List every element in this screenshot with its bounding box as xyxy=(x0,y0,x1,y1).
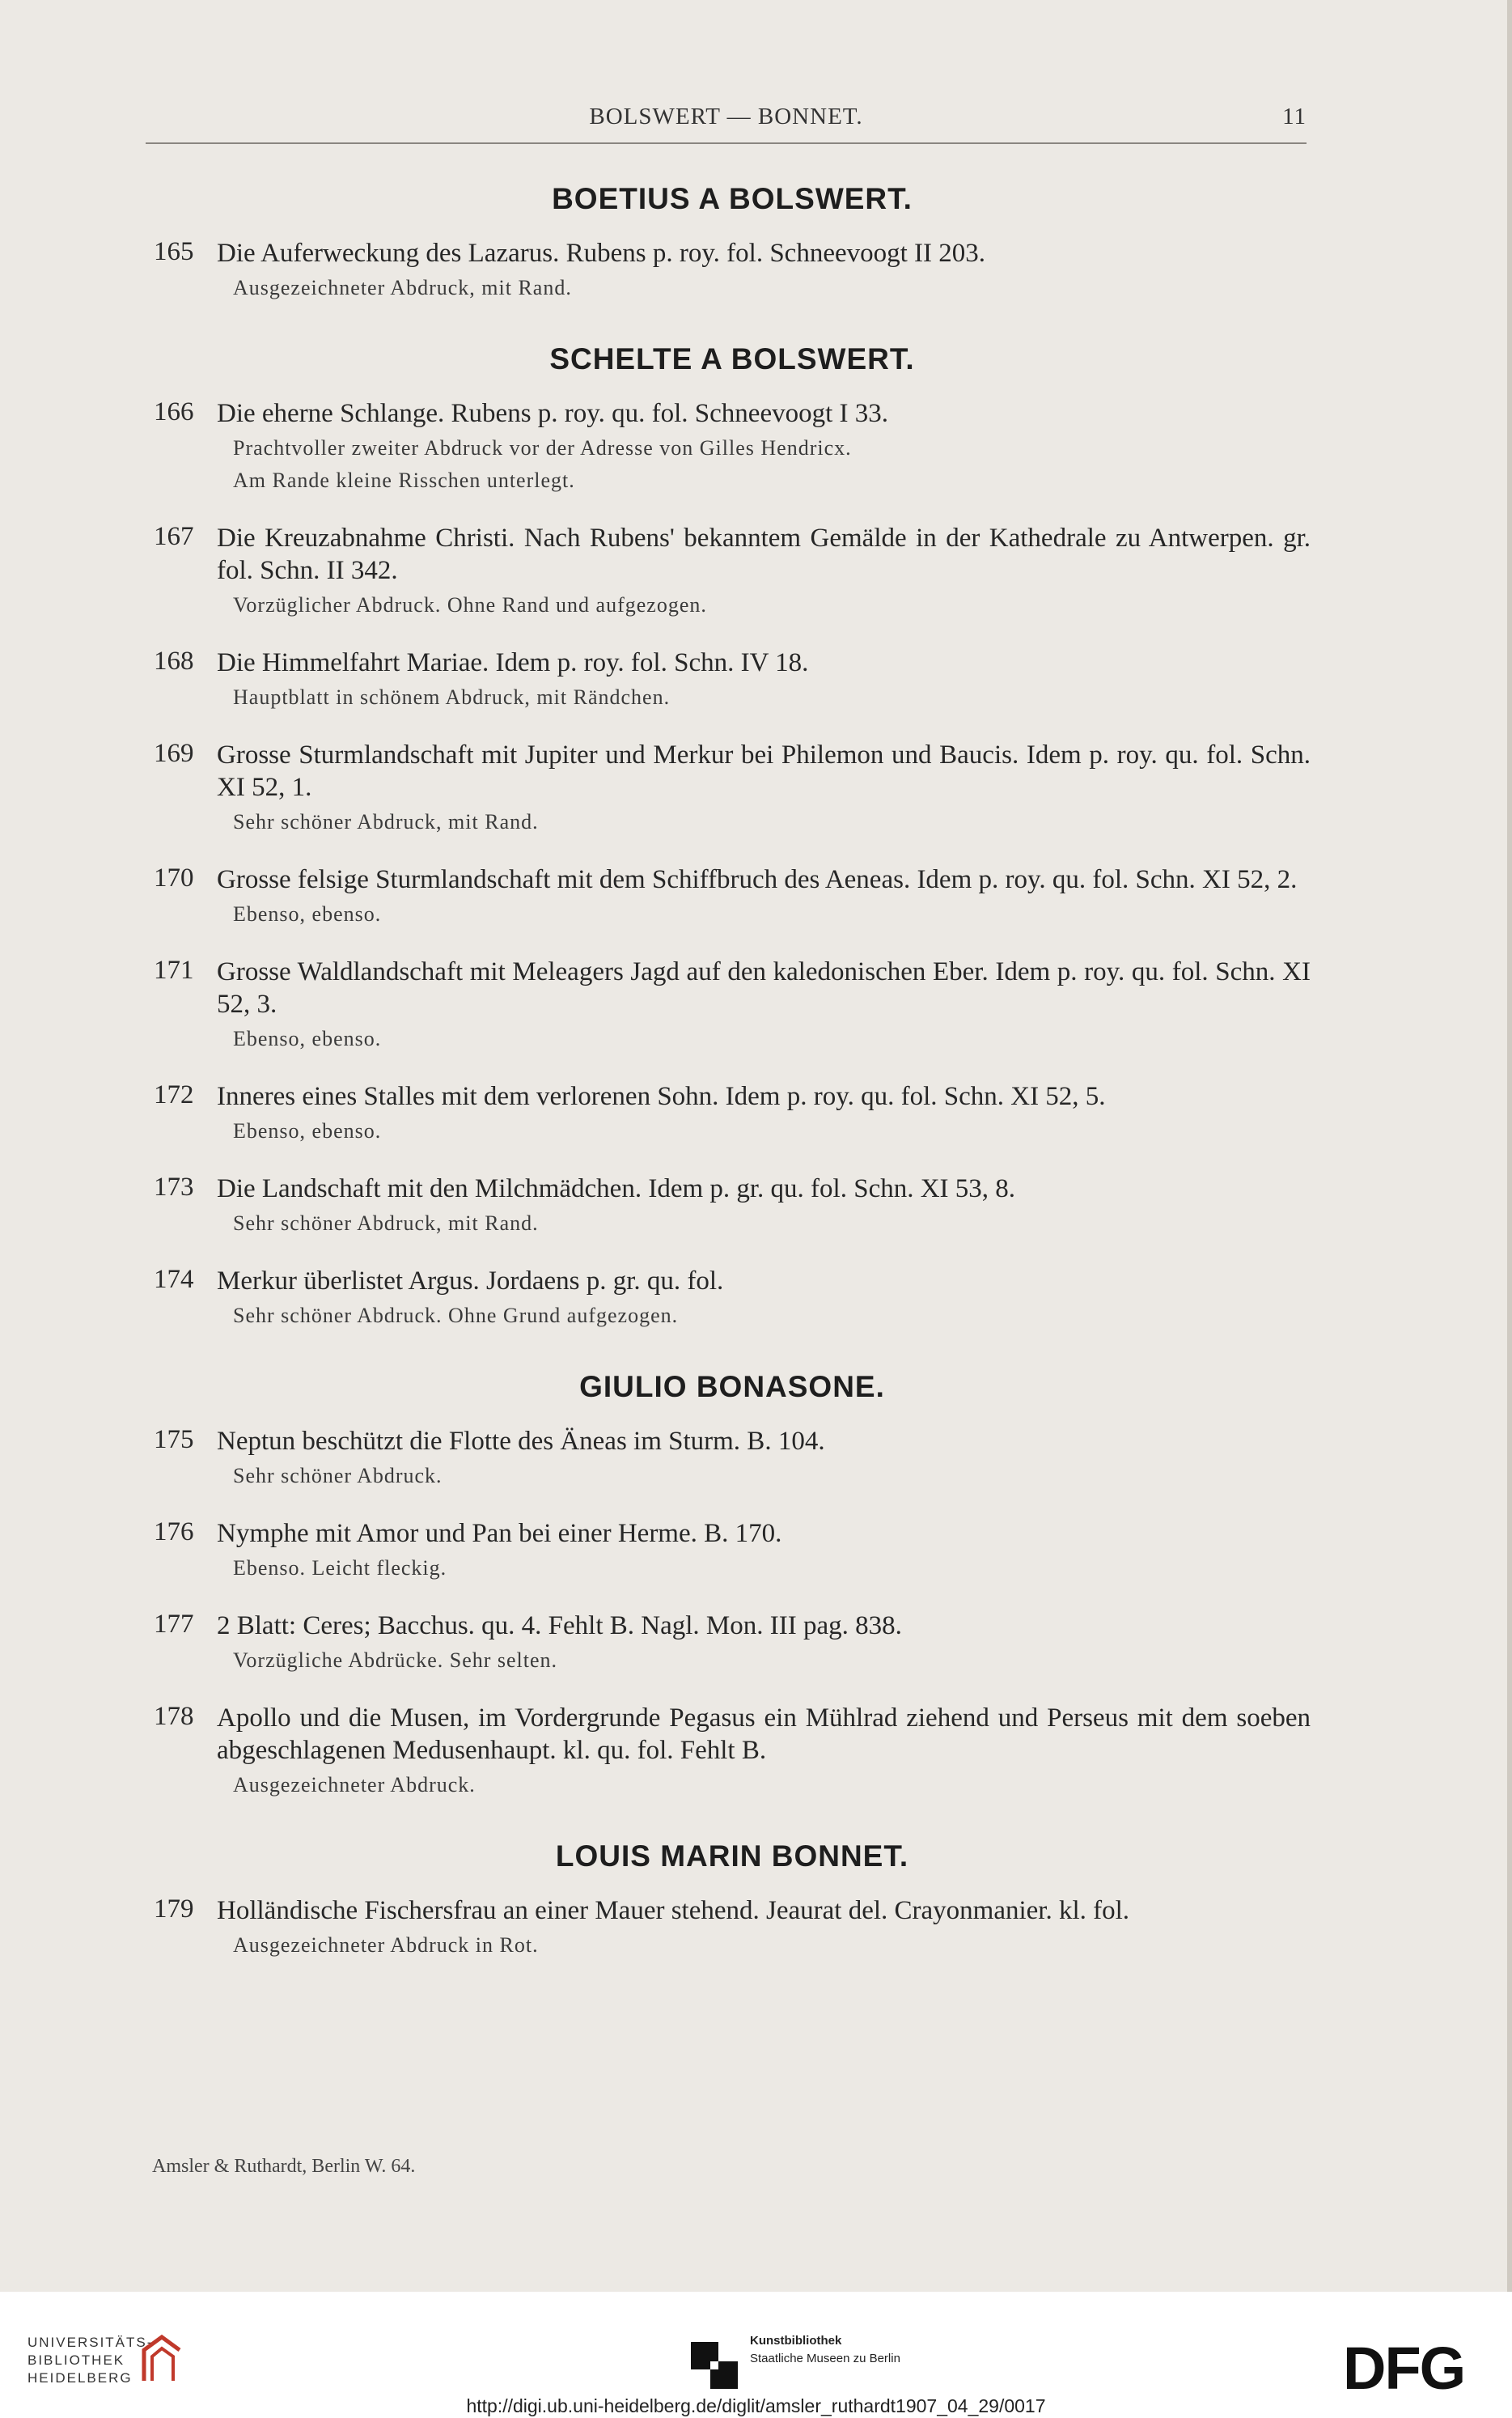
entry-condition-note: Sehr schöner Abdruck. Ohne Grund aufgezogen. xyxy=(233,1304,679,1327)
entry-condition-note: Sehr schöner Abdruck, mit Rand. xyxy=(233,1211,539,1235)
entry-description: Die Kreuzabnahme Christi. Nach Rubens' bekanntem Gemälde in der Kathedrale zu Antwerpen. gr. fol. Schn. II 342. xyxy=(217,524,1311,585)
catalogue-entry xyxy=(154,1894,1311,1959)
entry-description: Die Auferweckung des Lazarus. Rubens p. roy. fol. Schneevoogt II 203. xyxy=(217,239,986,268)
running-head xyxy=(146,104,1307,136)
university-logo-icon xyxy=(138,2332,186,2386)
entry-number: 166 xyxy=(154,397,194,426)
catalogue-entry xyxy=(154,1265,1311,1330)
header-rule xyxy=(146,142,1307,144)
entry-description: Apollo und die Musen, im Vordergrunde Pegasus ein Mühlrad ziehend und Perseus mit dem soeben abgeschlagenen Medusenhaupt. kl. qu. fol. Fehlt B. xyxy=(217,1703,1311,1765)
kunstbibliothek-logo-icon xyxy=(691,2342,738,2389)
entry-description: Grosse Sturmlandschaft mit Jupiter und Merkur bei Philemon und Baucis. Idem p. roy. qu. fol. Schn. XI 52, 1. xyxy=(217,740,1311,802)
section-title: SCHELTE A BOLSWERT. xyxy=(549,342,915,375)
entry-condition-note: Prachtvoller zweiter Abdruck vor der Adresse von Gilles Hendricx. xyxy=(233,436,852,460)
entry-condition-note: Ausgezeichneter Abdruck, mit Rand. xyxy=(233,276,572,299)
source-url[interactable]: http://digi.ub.uni-heidelberg.de/diglit/amsler_ruthardt1907_04_29/0017 xyxy=(466,2395,1046,2416)
entry-condition-note: Sehr schöner Abdruck. xyxy=(233,1464,443,1487)
section-title: BOETIUS A BOLSWERT. xyxy=(552,182,913,215)
entry-description: Grosse Waldlandschaft mit Meleagers Jagd auf den kaledonischen Eber. Idem p. roy. qu. fol. Schn. XI 52, 3. xyxy=(217,957,1311,1019)
entry-number: 177 xyxy=(154,1610,194,1639)
entry-description: Neptun beschützt die Flotte des Äneas im Sturm. B. 104. xyxy=(217,1427,825,1456)
entry-description: Grosse felsige Sturmlandschaft mit dem Schiffbruch des Aeneas. Idem p. roy. qu. fol. Schn. XI 52, 2. xyxy=(217,865,1298,894)
page-number: 11 xyxy=(1282,104,1307,129)
catalogue-entry xyxy=(154,956,1311,1053)
entry-condition-note: Vorzügliche Abdrücke. Sehr selten. xyxy=(233,1648,558,1672)
catalogue-entry xyxy=(154,739,1311,836)
catalogue-section xyxy=(154,1370,1311,1799)
running-head-title: BOLSWERT — BONNET. xyxy=(589,104,863,129)
section-title: LOUIS MARIN BONNET. xyxy=(555,1839,909,1873)
catalogue-section xyxy=(154,182,1311,302)
entry-number: 169 xyxy=(154,739,194,768)
entry-number: 170 xyxy=(154,863,194,893)
entry-description: Die eherne Schlange. Rubens p. roy. qu. fol. Schneevoogt I 33. xyxy=(217,399,888,428)
entry-description: Die Landschaft mit den Milchmädchen. Idem p. gr. qu. fol. Schn. XI 53, 8. xyxy=(217,1174,1016,1203)
entry-description: 2 Blatt: Ceres; Bacchus. qu. 4. Fehlt B. Nagl. Mon. III pag. 838. xyxy=(217,1611,902,1640)
entry-number: 173 xyxy=(154,1173,194,1202)
entry-condition-note: Ebenso. Leicht fleckig. xyxy=(233,1556,447,1580)
catalogue-entry xyxy=(154,1425,1311,1490)
catalogue-entry xyxy=(154,647,1311,711)
university-library-name: UNIVERSITÄTS- BIBLIOTHEK HEIDELBERG xyxy=(28,2335,154,2386)
entry-number: 171 xyxy=(154,956,194,985)
catalogue-entry xyxy=(154,1702,1311,1799)
entry-condition-note: Sehr schöner Abdruck, mit Rand. xyxy=(233,810,539,834)
entry-description: Merkur überlistet Argus. Jordaens p. gr. qu. fol. xyxy=(217,1266,724,1296)
catalogue-entry xyxy=(154,1080,1311,1145)
entry-number: 168 xyxy=(154,647,194,676)
entry-condition-note: Ebenso, ebenso. xyxy=(233,902,382,926)
catalogue-entry xyxy=(154,1610,1311,1674)
entry-condition-note: Ausgezeichneter Abdruck in Rot. xyxy=(233,1933,539,1957)
page-edge xyxy=(1507,0,1512,2292)
entry-condition-note: Ebenso, ebenso. xyxy=(233,1119,382,1143)
entry-number: 165 xyxy=(154,237,194,266)
entry-number: 178 xyxy=(154,1702,194,1731)
kunstbibliothek-label: Kunstbibliothek Staatliche Museen zu Berlin xyxy=(750,2334,900,2365)
entry-number: 175 xyxy=(154,1425,194,1454)
dfg-logo: DFG xyxy=(1343,2335,1465,2402)
catalogue-content xyxy=(154,182,1311,1987)
catalogue-section xyxy=(154,342,1311,1330)
catalogue-entry xyxy=(154,863,1311,928)
section-title: GIULIO BONASONE. xyxy=(579,1370,885,1403)
entry-condition-note: Ebenso, ebenso. xyxy=(233,1027,382,1050)
entry-condition-note: Am Rande kleine Risschen unterlegt. xyxy=(233,469,575,492)
entry-condition-note: Vorzüglicher Abdruck. Ohne Rand und aufgezogen. xyxy=(233,593,707,617)
catalogue-entry xyxy=(154,397,1311,494)
catalogue-entry xyxy=(154,1173,1311,1237)
catalogue-entry xyxy=(154,1517,1311,1582)
entry-number: 179 xyxy=(154,1894,194,1924)
entry-description: Inneres eines Stalles mit dem verlorenen Sohn. Idem p. roy. qu. fol. Schn. XI 52, 5. xyxy=(217,1082,1106,1111)
catalogue-entry xyxy=(154,522,1311,619)
entry-number: 174 xyxy=(154,1265,194,1294)
entry-number: 176 xyxy=(154,1517,194,1546)
entry-condition-note: Hauptblatt in schönem Abdruck, mit Rändchen. xyxy=(233,685,671,709)
publisher-line: Amsler & Ruthardt, Berlin W. 64. xyxy=(152,2156,416,2177)
entry-condition-note: Ausgezeichneter Abdruck. xyxy=(233,1773,476,1797)
entry-description: Die Himmelfahrt Mariae. Idem p. roy. fol. Schn. IV 18. xyxy=(217,648,809,677)
entry-description: Holländische Fischersfrau an einer Mauer stehend. Jeaurat del. Crayonmanier. kl. fol. xyxy=(217,1896,1130,1925)
entry-number: 167 xyxy=(154,522,194,551)
entry-description: Nymphe mit Amor und Pan bei einer Herme. B. 170. xyxy=(217,1519,782,1548)
digitization-footer xyxy=(0,2292,1512,2418)
catalogue-entry xyxy=(154,237,1311,302)
catalogue-section xyxy=(154,1839,1311,1959)
entry-number: 172 xyxy=(154,1080,194,1109)
